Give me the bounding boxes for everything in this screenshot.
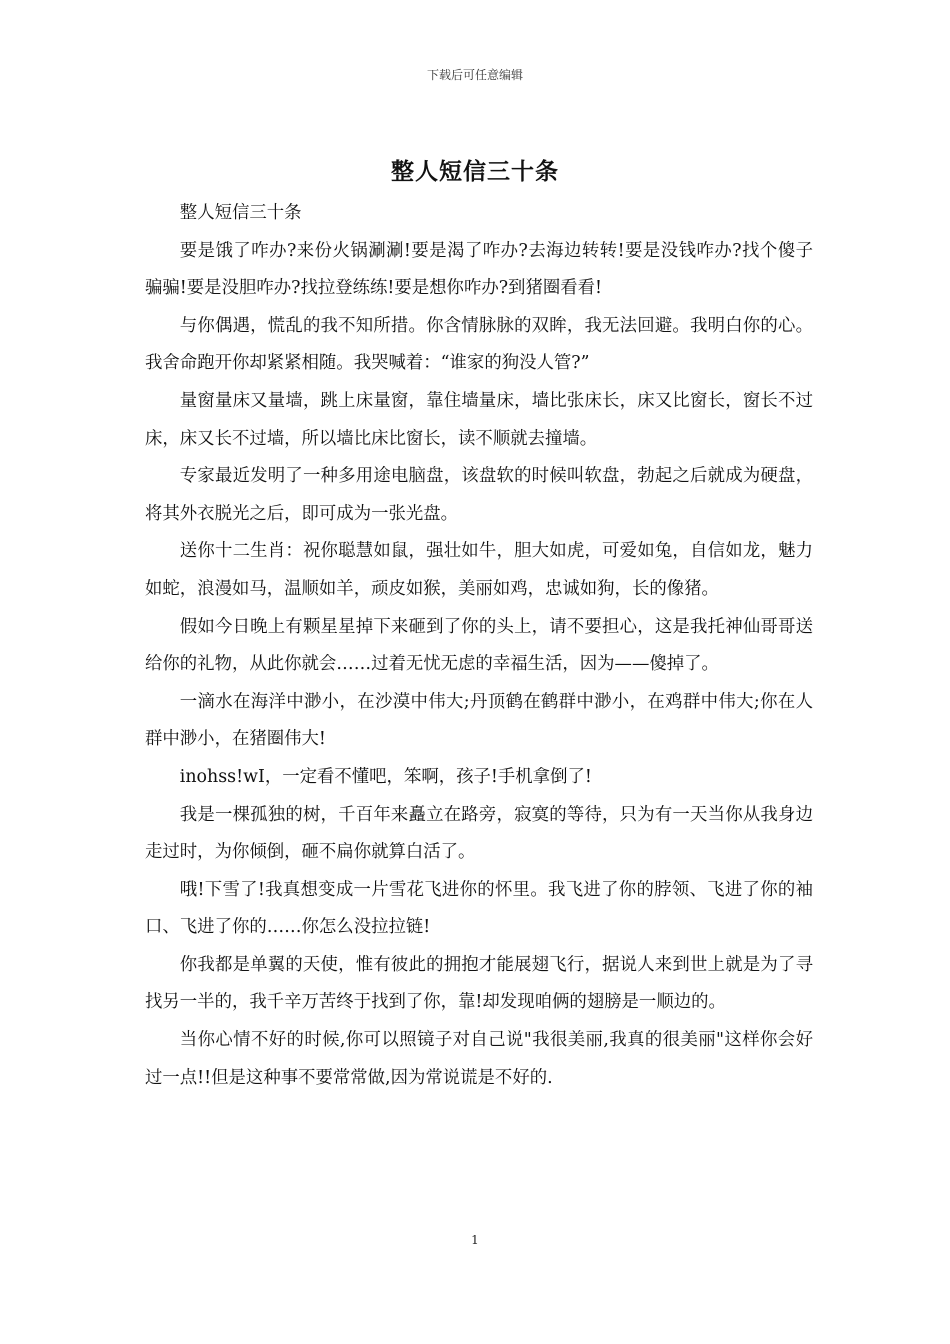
paragraph: 一滴水在海洋中渺小，在沙漠中伟大;丹顶鹤在鹤群中渺小，在鸡群中伟大;你在人群中渺小，在猪圈伟大!: [145, 691, 813, 750]
paragraph: 假如今日晚上有颗星星掉下来砸到了你的头上，请不要担心，这是我托神仙哥哥送给你的礼物，从此你就会……过着无忧无虑的幸福生活，因为——傻掉了。: [145, 616, 813, 675]
paragraph: 你我都是单翼的天使，惟有彼此的拥抱才能展翅飞行，据说人来到世上就是为了寻找另一半的，我千辛万苦终于找到了你，靠!却发现咱俩的翅膀是一顺边的。: [145, 954, 813, 1013]
paragraph: 送你十二生肖：祝你聪慧如鼠，强壮如牛，胆大如虎，可爱如兔，自信如龙，魅力如蛇，浪漫如马，温顺如羊，顽皮如猴，美丽如鸡，忠诚如狗，长的像猪。: [145, 541, 813, 599]
paragraph: 量窗量床又量墙，跳上床量窗，靠住墙量床，墙比张床长，床又比窗长，窗长不过床，床又长不过墙，所以墙比床比窗长，读不顺就去撞墙。: [145, 390, 813, 449]
header-note: 下载后可任意编辑: [426, 68, 523, 82]
paragraph: 哦!下雪了!我真想变成一片雪花飞进你的怀里。我飞进了你的脖领、飞进了你的袖口、飞进了你的……你怎么没拉拉链!: [145, 879, 813, 938]
paragraph: 专家最近发明了一种多用途电脑盘，该盘软的时候叫软盘，勃起之后就成为硬盘，将其外衣脱光之后，即可成为一张光盘。: [145, 466, 813, 524]
document-title: 整人短信三十条: [391, 158, 559, 185]
paragraph: 与你偶遇，慌乱的我不知所措。你含情脉脉的双眸，我无法回避。我明白你的心。我舍命跑开你却紧紧相随。我哭喊着：“谁家的狗没人管?”: [145, 315, 813, 374]
paragraph: 要是饿了咋办?来份火锅涮涮!要是渴了咋办?去海边转转!要是没钱咋办?找个傻子骗骗!要是没胆咋办?找拉登练练!要是想你咋办?到猪圈看看!: [145, 240, 813, 299]
paragraph: 我是一棵孤独的树，千百年来矗立在路旁，寂寞的等待，只为有一天当你从我身边走过时，为你倾倒，砸不扁你就算白活了。: [145, 804, 813, 863]
page-number: 1: [471, 1233, 479, 1247]
paragraph: 整人短信三十条: [179, 203, 302, 223]
paragraph: inohss!wI，一定看不懂吧，笨啊，孩子!手机拿倒了!: [179, 766, 592, 787]
paragraph: 当你心情不好的时候,你可以照镜子对自己说"我很美丽,我真的很美丽"这样你会好过一点!!但是这种事不要常常做,因为常说谎是不好的.: [145, 1030, 813, 1088]
document-body: [145, 195, 813, 1097]
